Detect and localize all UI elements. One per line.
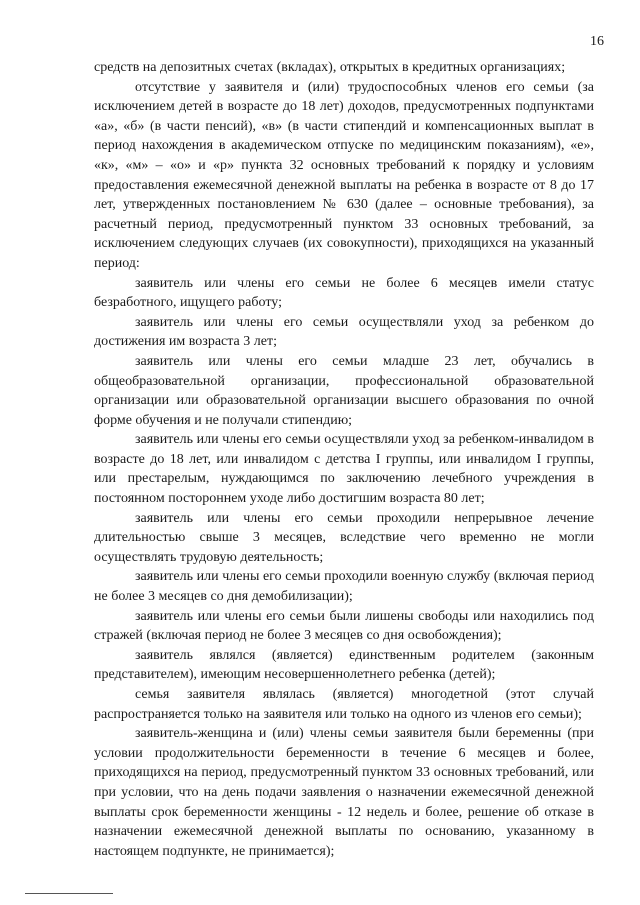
paragraph-students: заявитель или члены его семьи младше 23 лет, обучались в общеобразовательной организации, профессиональной образовательной организации или образовательной организации высшего образования по очной форме обучения и не получали стипендию; — [94, 353, 594, 428]
paragraph-long-treatment: заявитель или члены его семьи проходили непрерывное лечение длительностью свыше 3 месяцев, вследствие чего временно не могли осуществлять трудовую деятельность; — [94, 510, 594, 565]
paragraph-childcare: заявитель или члены его семьи осуществляли уход за ребенком до достижения им возраста 3 лет; — [94, 314, 594, 350]
footnote-separator-line — [25, 893, 113, 894]
paragraph-pregnancy: заявитель-женщина и (или) члены семьи заявителя были беременны (при условии продолжительности беременности в течение 6 месяцев и более, приходящихся на период, предусмотренный пунктом 33 основных требований, или при условии, что на день подачи заявления о назначении ежемесячной денежной выплаты срок беременности женщины - 12 недель и более, решение об отказе в назначении ежемесячной денежной выплаты по основанию, указанному в настоящем подпункте, не принимается); — [94, 726, 594, 859]
paragraph-unemployed: заявитель или члены его семьи не более 6 месяцев имели статус безработного, ищущего работу; — [94, 275, 594, 311]
paragraph-disabled-care: заявитель или члены его семьи осуществляли уход за ребенком-инвалидом в возрасте до 18 лет, или инвалидом с детства I группы, или инвалидом I группы, или престарелым, нуждающимся по заключению лечебного учреждения в постоянном постороннем уходе либо достигшим возраста 80 лет; — [94, 432, 594, 507]
paragraph-imprisonment: заявитель или члены его семьи были лишены свободы или находились под стражей (включая период не более 3 месяцев со дня освобождения); — [94, 608, 594, 644]
paragraph-deposit-accounts: средств на депозитных счетах (вкладах), открытых в кредитных организациях; — [94, 60, 566, 75]
paragraph-military-service: заявитель или члены его семьи проходили военную службу (включая период не более 3 месяцев со дня демобилизации); — [94, 569, 594, 605]
paragraph-large-family: семья заявителя являлась (является) многодетной (этот случай распространяется только на заявителя или только на одного из членов его семьи); — [94, 687, 594, 722]
paragraph-no-income: отсутствие у заявителя и (или) трудоспособных членов его семьи (за исключением детей в возрасте до 18 лет) доходов, предусмотренных подпунктами «а», «б» (в части пенсий), «в» (в части стипендий и компенсационных выплат в период нахождения в академическом отпуске по медицинским показаниям), «е», «к», «м» – «о» и «р» пункта 32 основных требований к порядку и условиям предоставления ежемесячной денежной выплаты на ребенка в возрасте от 8 до 17 лет, утвержденных постановлением № 630 (далее – основные требования), за расчетный период, предусмотренный пунктом 33 основных требований, за исключением следующих случаев (их совокупности), приходящихся на указанный период: — [94, 79, 594, 271]
document-body — [94, 58, 594, 861]
paragraph-single-parent: заявитель являлся (является) единственным родителем (законным представителем), имеющим несовершеннолетнего ребенка (детей); — [94, 647, 594, 683]
page-number: 16 — [590, 34, 604, 49]
